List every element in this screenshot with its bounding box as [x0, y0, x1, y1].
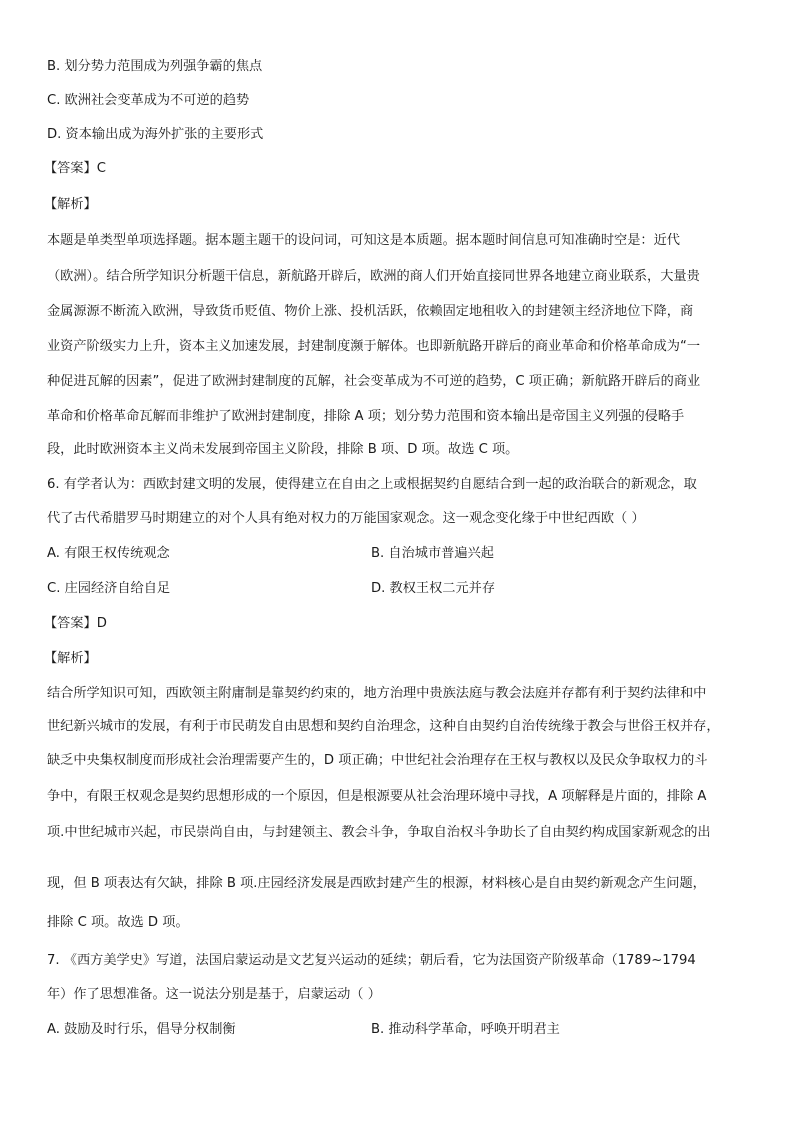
- q6-analysis-line: 争中，有限王权观念是契约思想形成的一个原因，但是根源要从社会治理环境中寻找，A 项解释是片面的，排除 A: [47, 789, 707, 804]
- q6-analysis-line: 排除 C 项。故选 D 项。: [47, 915, 189, 930]
- q6-stem-line: 代了古代希腊罗马时期建立的对个人具有绝对权力的万能国家观念。这一观念变化缘于中世纪西欧（ ）: [47, 511, 645, 526]
- q5-analysis-line: 业资产阶级实力上升，资本主义加速发展，封建制度濒于解体。也即新航路开辟后的商业革命和价格革命成为“一: [47, 339, 701, 354]
- q5-option-d: D. 资本输出成为海外扩张的主要形式: [47, 127, 264, 142]
- q6-analysis-line: 缺乏中央集权制度而形成社会治理需要产生的，D 项正确；中世纪社会治理存在王权与教权以及民众争取权力的斗: [47, 753, 708, 768]
- q5-analysis-line: 种促进瓦解的因素”，促进了欧洲封建制度的瓦解，社会变革成为不可逆的趋势，C 项正确；新航路开辟后的商业: [47, 374, 701, 389]
- q6-analysis-line: 结合所学知识可知，西欧领主附庸制是靠契约约束的，地方治理中贵族法庭与教会法庭并存都有利于契约法律和中: [47, 686, 707, 701]
- q6-analysis-line: 现，但 B 项表达有欠缺，排除 B 项.庄园经济发展是西欧封建产生的根源，材料核心是自由契约新观念产生问题，: [47, 876, 706, 891]
- q7-option-a: A. 鼓励及时行乐，倡导分权制衡: [47, 1022, 236, 1037]
- q5-analysis-line: 革命和价格革命瓦解而非维护了欧洲封建制度，排除 A 项；划分势力范围和资本输出是帝国主义列强的侵略手: [47, 409, 685, 424]
- q6-answer: 【答案】D: [44, 616, 107, 631]
- q5-analysis-line: 本题是单类型单项选择题。据本题主题干的设问词，可知这是本质题。据本题时间信息可知准确时空是：近代: [47, 233, 680, 248]
- q5-analysis-line: （欧洲）。结合所学知识分析题干信息，新航路开辟后，欧洲的商人们开始直接同世界各地建立商业联系，大量贵: [47, 269, 700, 284]
- q5-analysis-line: 金属源源不断流入欧洲，导致货币贬值、物价上涨、投机活跃，依赖固定地租收入的封建领主经济地位下降，商: [47, 304, 694, 319]
- q6-stem-line: 6. 有学者认为：西欧封建文明的发展，使得建立在自由之上或根据契约自愿结合到一起的政治联合的新观念，取: [47, 477, 697, 492]
- q5-answer: 【答案】C: [44, 161, 106, 176]
- q6-analysis-label: 【解析】: [44, 651, 97, 666]
- q6-option-a: A. 有限王权传统观念: [47, 546, 170, 561]
- q6-analysis-line: 世纪新兴城市的发展，有利于市民萌发自由思想和契约自治理念，这种自由契约自治传统缘于教会与世俗王权并存，: [47, 719, 720, 734]
- q6-option-d: D. 教权王权二元并存: [371, 581, 496, 596]
- q7-stem-line: 7. 《西方美学史》写道，法国启蒙运动是文艺复兴运动的延续；朝后看，它为法国资产阶级革命（1789~1794: [47, 953, 696, 968]
- q6-analysis-line: 项.中世纪城市兴起，市民崇尚自由，与封建领主、教会斗争，争取自治权斗争助长了自由契约构成国家新观念的出: [47, 825, 711, 840]
- q6-option-c: C. 庄园经济自给自足: [47, 581, 171, 596]
- q5-option-c: C. 欧洲社会变革成为不可逆的趋势: [47, 93, 250, 108]
- q7-stem-line: 年）作了思想准备。这一说法分别是基于，启蒙运动（ ）: [47, 987, 381, 1002]
- q5-analysis-line: 段，此时欧洲资本主义尚未发展到帝国主义阶段，排除 B 项、D 项。故选 C 项。: [47, 442, 519, 457]
- q6-option-b: B. 自治城市普遍兴起: [371, 546, 494, 561]
- q5-analysis-label: 【解析】: [44, 197, 97, 212]
- q7-option-b: B. 推动科学革命，呼唤开明君主: [371, 1022, 560, 1037]
- q5-option-b: B. 划分势力范围成为列强争霸的焦点: [47, 59, 263, 74]
